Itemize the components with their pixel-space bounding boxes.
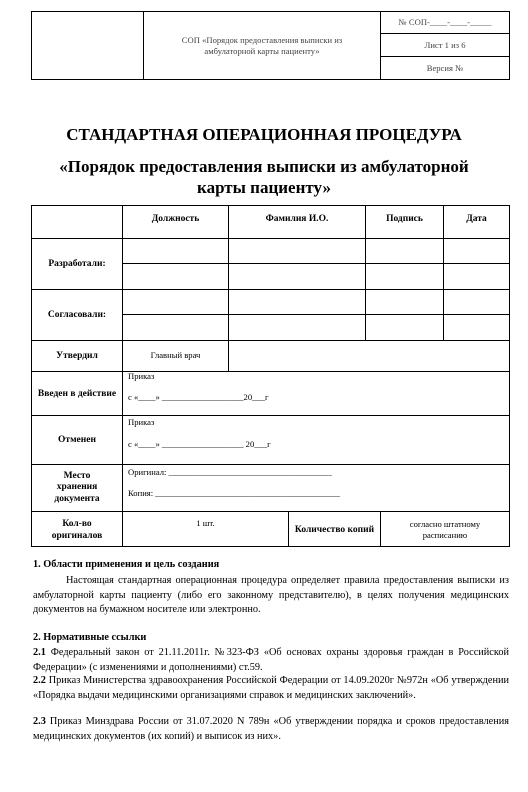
copies-count-value: согласно штатному расписанию [409, 518, 481, 540]
row-storage: Место хранения документа [54, 470, 100, 504]
copies-count-label: Количество копий [294, 524, 375, 535]
document-name-line1: «Порядок предоставления выписки из амбулаторной [59, 157, 469, 176]
sheet-number: Лист 1 из 6 [381, 34, 509, 57]
sop-number: № СОП-____-____-_____ [381, 12, 509, 34]
reference-2-1 [33, 646, 509, 675]
approval-table [31, 205, 510, 547]
section2-heading: 2. Нормативные ссылки [33, 632, 147, 643]
header-logo-cell [32, 12, 144, 79]
reference-2-3-text: Приказ Минздрава России от 31.07.2020 N 789н «Об утверждении порядка и сроков предоставления медицинских документов (их копий) и выписок из них». [33, 716, 509, 742]
col-date: Дата [466, 214, 487, 224]
section1-heading: 1. Области применения и цель создания [33, 559, 220, 570]
document-header [31, 11, 510, 80]
cancelled-date: с «____» ___________________ 20___г [128, 439, 271, 449]
reference-2-2-number: 2.2 [33, 675, 46, 686]
col-name: Фамилия И.О. [265, 214, 329, 224]
approved-position: Главный врач [150, 350, 201, 360]
cancelled-order: Приказ [128, 417, 155, 427]
reference-2-2 [33, 674, 509, 703]
col-position: Должность [151, 214, 200, 224]
header-meta [381, 12, 509, 79]
storage-copy: Копия: ___________________________________________ [128, 488, 341, 498]
document-name-title [0, 156, 528, 198]
reference-2-3-number: 2.3 [33, 716, 46, 727]
introduced-date: с «____» ___________________20___г [128, 392, 269, 402]
reference-2-1-text: Федеральный закон от 21.11.2011г. №323-ФЗ «Об основах охраны здоровья граждан в Российской Федерации» (с изменениями и дополнениями) ст.59. [33, 647, 509, 673]
row-developed: Разработали: [48, 259, 106, 269]
document-type-title: СТАНДАРТНАЯ ОПЕРАЦИОННАЯ ПРОЦЕДУРА [66, 125, 462, 144]
col-signature: Подпись [386, 214, 423, 224]
row-approved: Утвердил [56, 351, 98, 361]
version-number: Версия № [426, 63, 464, 73]
originals-count-value: 1 шт. [196, 518, 215, 528]
section1-text: Настоящая стандартная операционная процедура определяет правила предоставления выписки из амбулаторной карты пациенту (либо его законному представителю), в целях получения медицинских документов на бумажном носителе или электронно. [33, 575, 509, 615]
document-name-line2: карты пациенту» [197, 178, 331, 197]
row-introduced: Введен в действие [37, 388, 117, 399]
header-doc-title: СОП «Порядок предоставления выписки из амбулаторной карты пациенту» [144, 12, 381, 79]
reference-2-3 [33, 715, 509, 744]
reference-2-2-text: Приказ Министерства здравоохранения Российской Федерации от 14.09.2020г №972н «Об утверждении «Порядка выдачи медицинскими организациями справок и медицинских заключений». [33, 675, 509, 701]
row-originals-count: Кол-во оригиналов [51, 518, 103, 541]
row-agreed: Согласовали: [47, 310, 107, 320]
row-cancelled: Отменен [58, 435, 96, 445]
reference-2-1-number: 2.1 [33, 647, 46, 658]
introduced-order: Приказ [128, 371, 155, 381]
storage-original: Оригинал: ______________________________________ [128, 467, 332, 477]
